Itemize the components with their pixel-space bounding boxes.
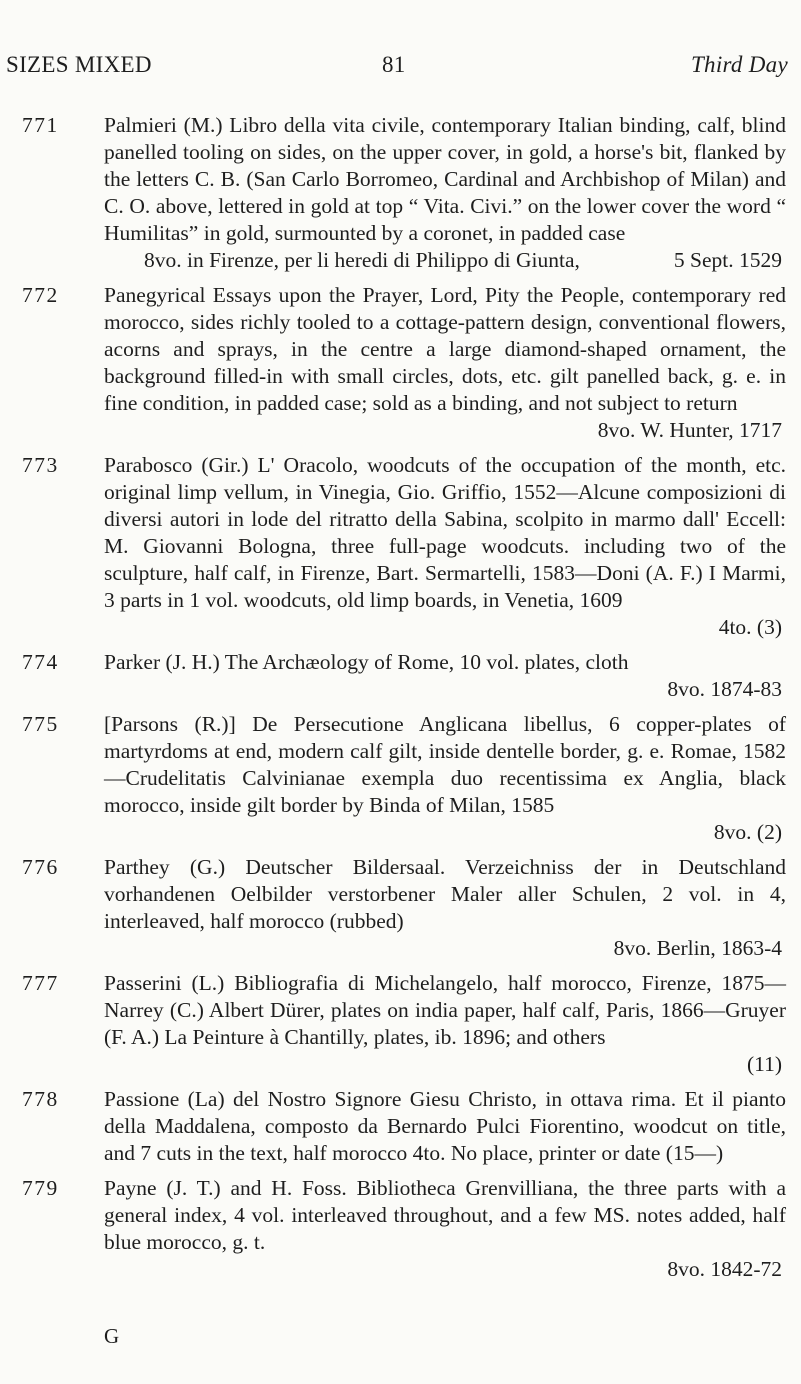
imprint-right: 4to. (3) [718,615,782,639]
entry-description: Parabosco (Gir.) L' Oracolo, woodcuts of the occupation of the month, etc. original limp vellum, in Vinegia, Gio. Griffio, 1552—Alcune composizioni di diversi autori in lode del ritratto della Sabina, scolpito in marmo dall' Eccell: M. Giovanni Bologna, three full-page woodcuts. including two of the sculpture, half calf, in Firenze, Bart. Sermartelli, 1583—Doni (A. F.) I Marmi, 3 parts in 1 vol. woodcuts, old limp boards, in Venetia, 1609 [104,453,786,612]
imprint-left [104,676,144,703]
running-head-section: SIZES MIXED [6,52,152,77]
imprint-left [104,614,144,641]
catalogue-entry [0,854,801,962]
running-head [6,52,792,92]
catalogue-entry [0,649,801,703]
entry-imprint [104,1051,786,1078]
entry-imprint [104,819,786,846]
imprint-left [104,819,144,846]
entry-imprint [104,1256,786,1283]
entry-imprint [104,935,786,962]
imprint-right: 8vo. 1874-83 [667,677,782,701]
entry-imprint [104,417,786,444]
entry-description: Passione (La) del Nostro Signore Giesu Christo, in ottava rima. Et il pianto della Maddalena, composto da Bernardo Pulci Fiorentino, woodcut on title, and 7 cuts in the text, half morocco 4to. No place, printer or date (15—) [104,1087,786,1165]
lot-number: 776 [22,855,59,879]
imprint-right: 8vo. 1842-72 [667,1257,782,1281]
lot-number: 777 [22,971,59,995]
catalogue-entries [0,112,801,1291]
entry-imprint [104,676,786,703]
lot-number: 779 [22,1176,59,1200]
imprint-right: 8vo. Berlin, 1863-4 [613,936,782,960]
imprint-left [104,1051,144,1078]
catalogue-entry [0,970,801,1078]
lot-number: 772 [22,283,59,307]
lot-number: 774 [22,650,59,674]
running-head-day: Third Day [690,52,788,77]
lot-number: 778 [22,1087,59,1111]
lot-number: 773 [22,453,59,477]
entry-description: Parthey (G.) Deutscher Bildersaal. Verzeichniss der in Deutschland vorhandenen Oelbilder verstorbener Maler aller Schulen, 2 vol. in 4, interleaved, half morocco (rubbed) [104,855,786,933]
catalogue-entry [0,282,801,444]
entry-description: Parker (J. H.) The Archæology of Rome, 10 vol. plates, cloth [104,650,629,674]
imprint-left [104,417,144,444]
imprint-right: (11) [746,1052,782,1076]
lot-number: 771 [22,113,59,137]
entry-description: [Parsons (R.)] De Persecutione Anglicana libellus, 6 copper-plates of martyrdoms at end, modern calf gilt, inside dentelle border, g. e. Romae, 1582—Crudelitatis Calvinianae exempla duo recentissima ex Anglia, black morocco, inside gilt border by Binda of Milan, 1585 [104,712,786,817]
catalogue-entry [0,1086,801,1167]
entry-description: Palmieri (M.) Libro della vita civile, contemporary Italian binding, calf, blind panelled tooling on sides, on the upper cover, in gold, a horse's bit, flanked by the letters C. B. (San Carlo Borromeo, Cardinal and Archbishop of Milan) and C. O. above, lettered in gold at top “ Vita. Civi.” on the lower cover the word “ Humilitas” in gold, surmounted by a coronet, in padded case [104,113,786,245]
entry-description: Passerini (L.) Bibliografia di Michelangelo, half morocco, Firenze, 1875—Narrey (C.) Albert Dürer, plates on india paper, half calf, Paris, 1866—Gruyer (F. A.) La Peinture à Chantilly, plates, ib. 1896; and others [104,971,786,1049]
entry-imprint [104,247,786,274]
imprint-left [104,935,144,962]
entry-imprint [104,614,786,641]
imprint-right: 8vo. (2) [713,820,782,844]
catalogue-entry [0,711,801,846]
page-number: 81 [382,52,406,77]
entry-description: Panegyrical Essays upon the Prayer, Lord, Pity the People, contemporary red morocco, sides richly tooled to a cottage-pattern design, conventional flowers, acorns and sprays, in the centre a large diamond-shaped ornament, the background filled-in with small circles, dots, etc. gilt panelled back, g. e. in fine condition, in padded case; sold as a binding, and not subject to return [104,283,786,415]
imprint-right: 5 Sept. 1529 [673,248,782,272]
catalogue-entry [0,1175,801,1283]
imprint-right: 8vo. W. Hunter, 1717 [597,418,782,442]
entry-description: Payne (J. T.) and H. Foss. Bibliotheca Grenvilliana, the three parts with a general index, 4 vol. interleaved throughout, and a few MS. notes added, half blue morocco, g. t. [104,1176,786,1254]
signature-mark: G [104,1324,120,1348]
imprint-left: 8vo. in Firenze, per li heredi di Philippo di Giunta, [144,248,580,272]
catalogue-entry [0,112,801,274]
lot-number: 775 [22,712,59,736]
imprint-left [104,1256,144,1283]
catalogue-entry [0,452,801,641]
